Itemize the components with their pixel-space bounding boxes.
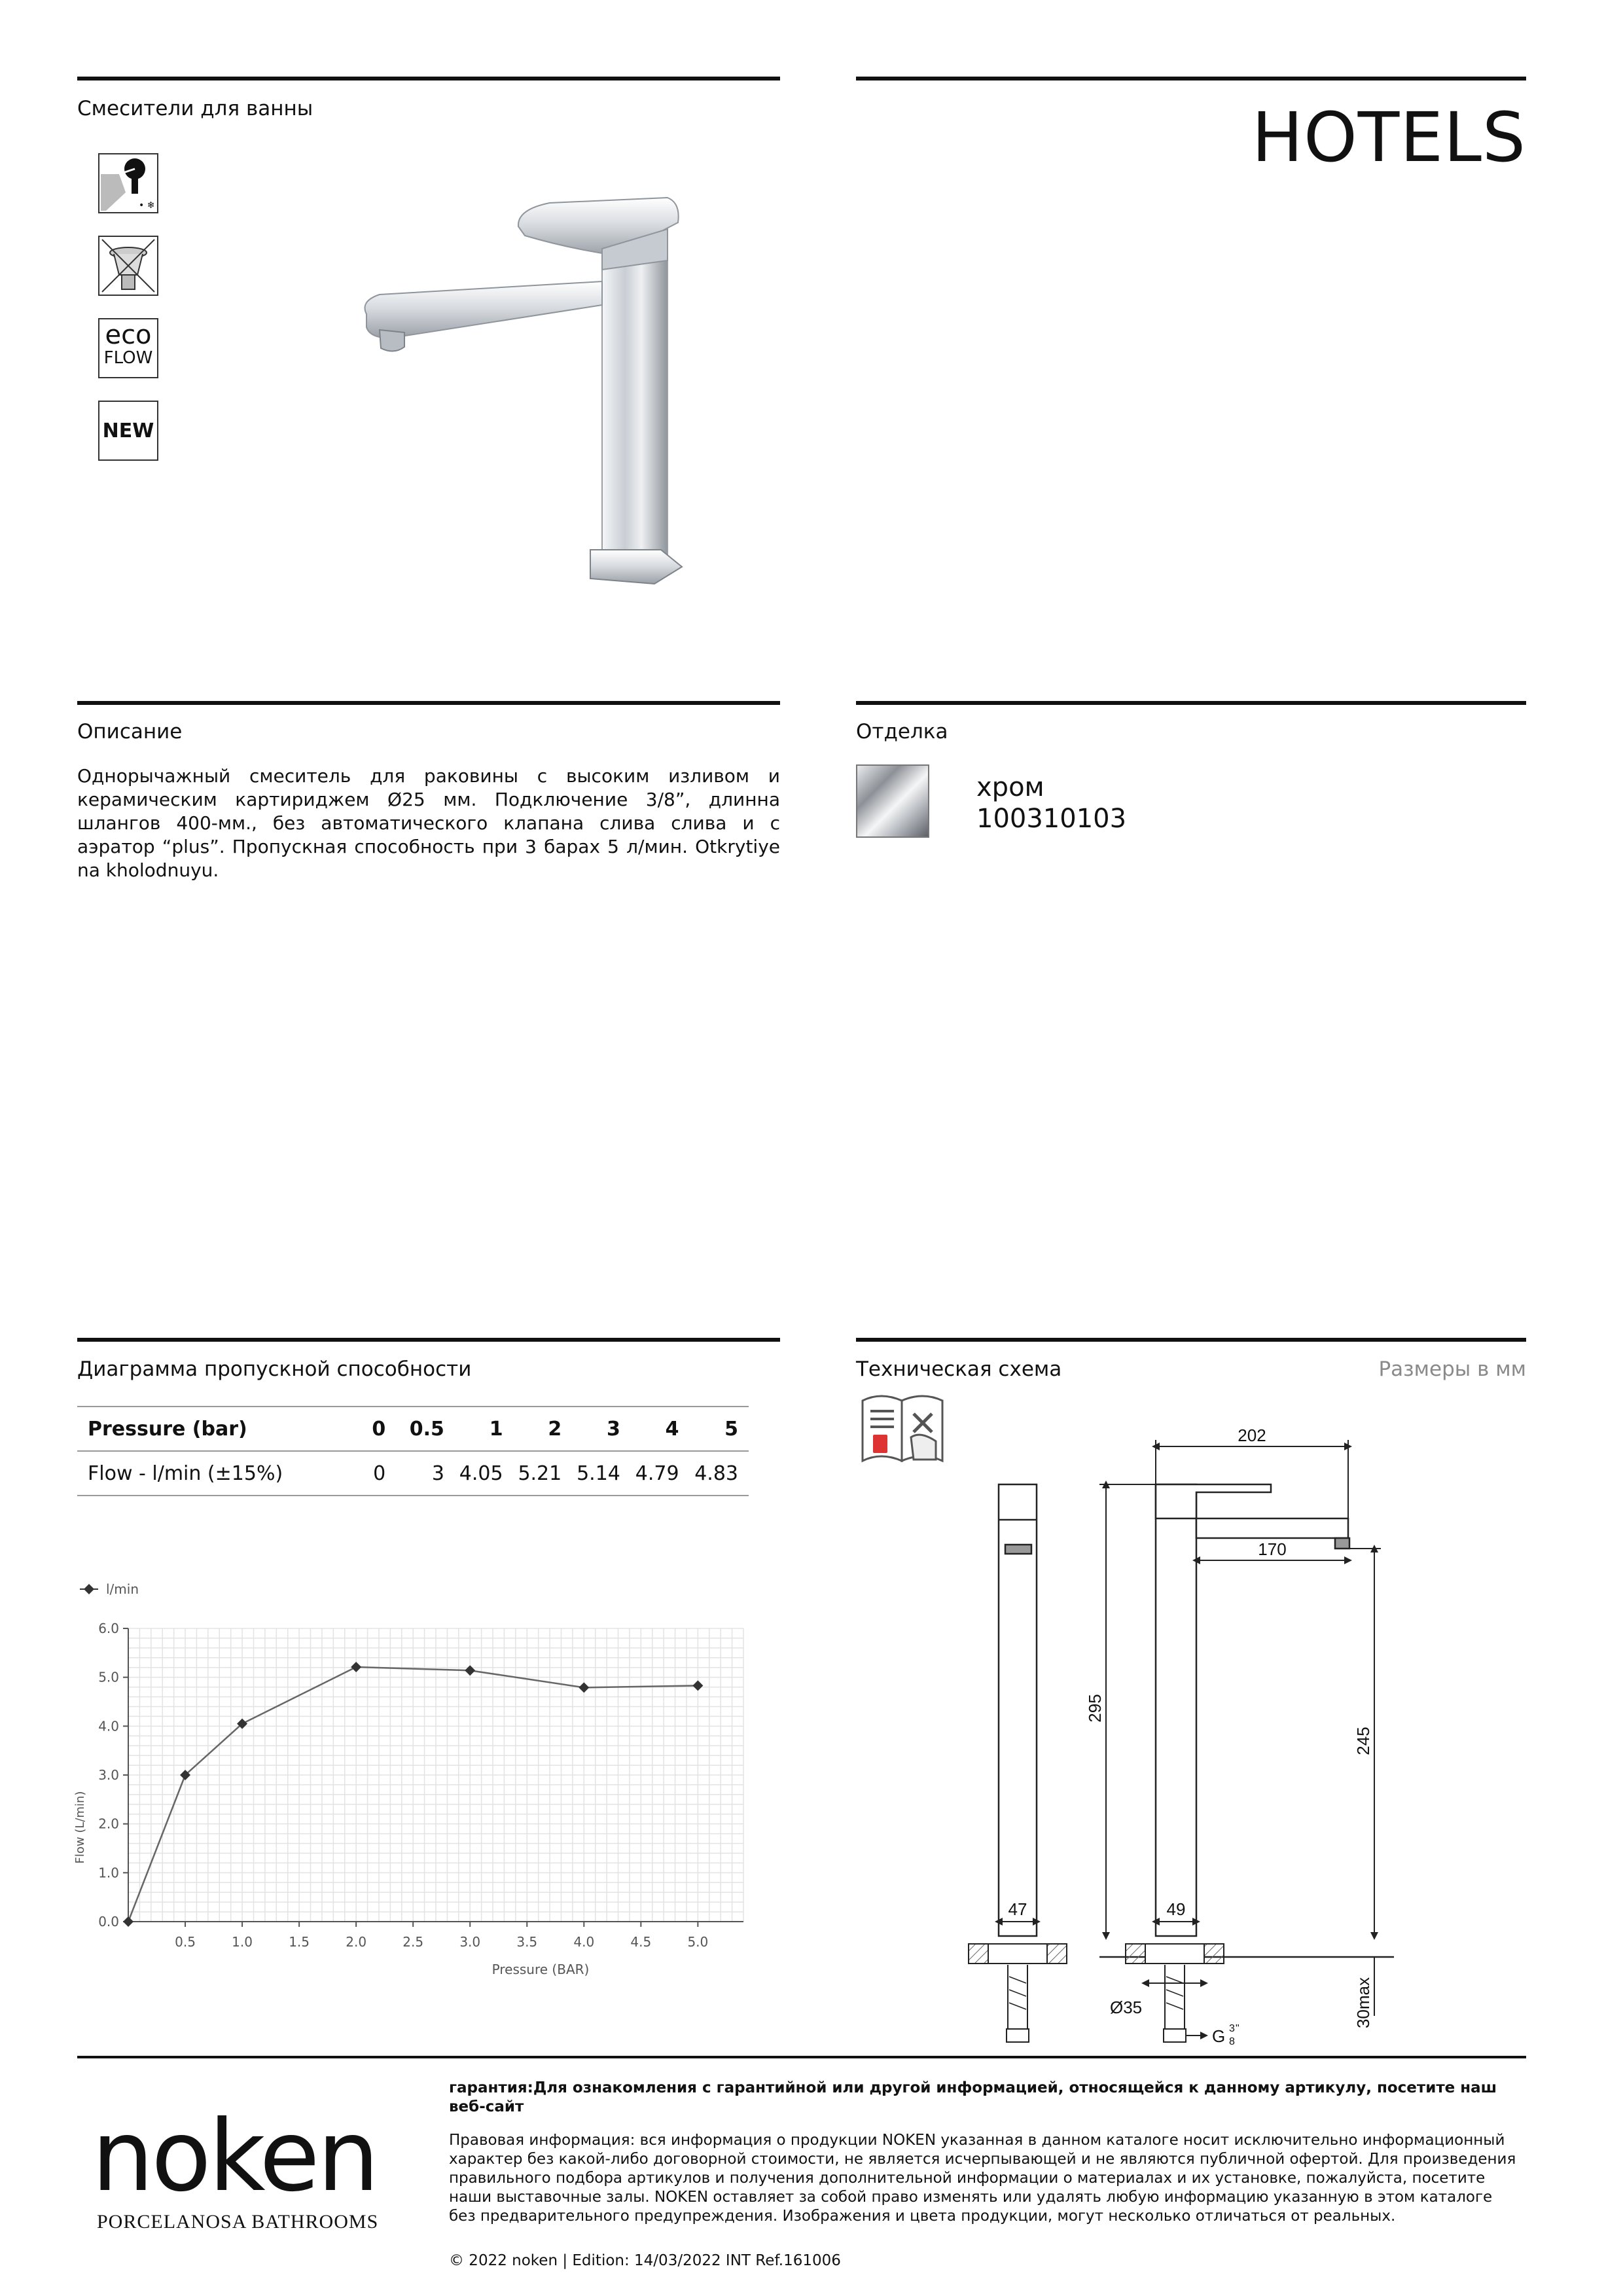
y-tick-label: 0.0 (98, 1914, 119, 1929)
dim-thread-den: 8 (1229, 2036, 1235, 2047)
x-tick-label: 4.0 (573, 1934, 595, 1950)
pressure-row (77, 1407, 749, 1451)
ecoflow-icon (98, 318, 158, 378)
pressure-cell: 5 (679, 1407, 749, 1451)
flow-rule (77, 1338, 780, 1342)
legend-marker (84, 1584, 94, 1594)
flow-cell: 5.21 (503, 1451, 562, 1496)
data-point (579, 1682, 589, 1693)
y-tick-label: 2.0 (98, 1816, 119, 1832)
new-badge-label: NEW (102, 419, 154, 442)
pressure-cell: 1 (444, 1407, 503, 1451)
flow-label: Flow - l/min (±15%) (77, 1451, 327, 1496)
data-point (123, 1916, 134, 1927)
x-tick-label: 4.5 (630, 1934, 652, 1950)
finish-rule (856, 701, 1526, 705)
footer-rule (77, 2056, 1526, 2058)
x-tick-label: 5.0 (687, 1934, 709, 1950)
pressure-cell: 0.5 (385, 1407, 444, 1451)
svg-text:• ❄: • ❄ (139, 200, 155, 211)
finish-title: Отделка (856, 720, 948, 744)
flow-cell: 4.79 (620, 1451, 679, 1496)
x-tick-label: 2.0 (346, 1934, 367, 1950)
pressure-cell: 2 (503, 1407, 562, 1451)
x-axis-label: Pressure (BAR) (491, 1962, 590, 1977)
product-image (353, 183, 694, 602)
brand-logo: noken (92, 2100, 377, 2214)
dim-spout: 170 (1258, 1539, 1287, 1559)
x-tick-label: 1.0 (232, 1934, 253, 1950)
data-point (351, 1662, 361, 1672)
header-rule-right (856, 77, 1526, 81)
units-note: Размеры в мм (1378, 1357, 1526, 1381)
x-tick-label: 1.5 (289, 1934, 310, 1950)
flow-title: Диаграмма пропускной способности (77, 1357, 472, 1381)
flow-cell: 3 (385, 1451, 444, 1496)
pressure-cell: 0 (327, 1407, 386, 1451)
flow-row (77, 1451, 749, 1496)
y-axis-label: Flow (L/min) (73, 1791, 87, 1864)
ecoflow-line1: eco (105, 320, 152, 350)
finish-code: 100310103 (976, 804, 1127, 834)
flow-cell: 4.83 (679, 1451, 749, 1496)
x-tick-label: 3.0 (459, 1934, 481, 1950)
description-title: Описание (77, 720, 183, 744)
edition-note: © 2022 noken | Edition: 14/03/2022 INT Ref.161006 (449, 2252, 841, 2269)
flow-table (77, 1406, 749, 1496)
pressure-cell: 4 (620, 1407, 679, 1451)
description-rule (77, 701, 780, 705)
flow-cell: 5.14 (562, 1451, 620, 1496)
dim-thread-mark: " (1236, 2023, 1240, 2034)
y-tick-label: 5.0 (98, 1669, 119, 1685)
dim-max-thickness: 30max (1353, 1977, 1373, 2029)
x-tick-label: 3.5 (516, 1934, 538, 1950)
flow-cell: 0 (327, 1451, 386, 1496)
description-text: Однорычажный смеситель для раковины с высоким изливом и керамическим картириджем Ø25 мм. Подключение 3/8”, длинна шлангов 400-мм., без автоматического клапана слива слива и с аэратор “plus”. Пропускная способность при 3 барах 5 л/мин. Otkrytiye na kholodnuyu. (77, 765, 780, 881)
dim-height-spout: 245 (1353, 1727, 1373, 1755)
flow-cell: 4.05 (444, 1451, 503, 1496)
dim-thread: G (1212, 2026, 1226, 2046)
new-badge (98, 401, 158, 461)
x-tick-label: 0.5 (175, 1934, 196, 1950)
y-tick-label: 4.0 (98, 1718, 119, 1734)
technical-drawing (955, 1426, 1414, 2047)
category-title: Смесители для ванны (77, 97, 313, 120)
mounting-base-front (1126, 1944, 1224, 2042)
lever-cold-open-icon (98, 153, 158, 213)
dim-height-total: 295 (1085, 1694, 1105, 1723)
header-rule-left (77, 77, 780, 81)
pressure-label: Pressure (bar) (77, 1407, 327, 1451)
legal-note: Правовая информация: вся информация о продукции NOKEN указанная в данном каталоге носит исключительно информационный характер без какой-либо договорной стоимости, не является исчерпывающей и не являются публичной офертой. Для произведения правильного подбора артикулов и получения дополнительной информации о материалах и их установке, пожалуйста, посетите наши выставочные залы. NOKEN оставляет за собой право изменять или удалять любую информацию указанную в этом каталоге без предварительного предупреждения. Изображения и цвета продукции, могут несколько отличаться от реальных. (449, 2132, 1516, 2225)
y-tick-label: 6.0 (98, 1621, 119, 1636)
dim-width: 202 (1238, 1426, 1266, 1445)
y-tick-label: 1.0 (98, 1865, 119, 1881)
dim-thread-num: 3 (1229, 2023, 1235, 2034)
installation-manual-icon (859, 1388, 946, 1467)
legend-label: l/min (106, 1581, 139, 1597)
y-tick-label: 3.0 (98, 1767, 119, 1783)
collection-title: HOTELS (1251, 98, 1526, 177)
no-drain-valve-icon (98, 236, 158, 296)
pressure-cell: 3 (562, 1407, 620, 1451)
data-point (465, 1665, 475, 1676)
data-point (692, 1680, 703, 1691)
dim-hole: Ø35 (1110, 1998, 1143, 2017)
finish-swatch (856, 764, 929, 838)
flow-chart (65, 1571, 759, 1990)
warranty-note: гарантия:Для ознакомления с гарантийной или другой информацией, относящейся к данному артикулу, посетите наш веб-сайт (449, 2079, 1497, 2115)
tech-title: Техническая схема (856, 1357, 1062, 1381)
mounting-base-side (969, 1944, 1067, 2042)
dim-base-front: 49 (1166, 1899, 1186, 1919)
finish-name: хром (976, 772, 1044, 802)
x-tick-label: 2.5 (402, 1934, 424, 1950)
dim-base-side: 47 (1008, 1899, 1027, 1919)
ecoflow-line2: FLOW (103, 348, 153, 368)
brand-subtitle: PORCELANOSA BATHROOMS (97, 2211, 379, 2233)
tech-rule (856, 1338, 1526, 1342)
